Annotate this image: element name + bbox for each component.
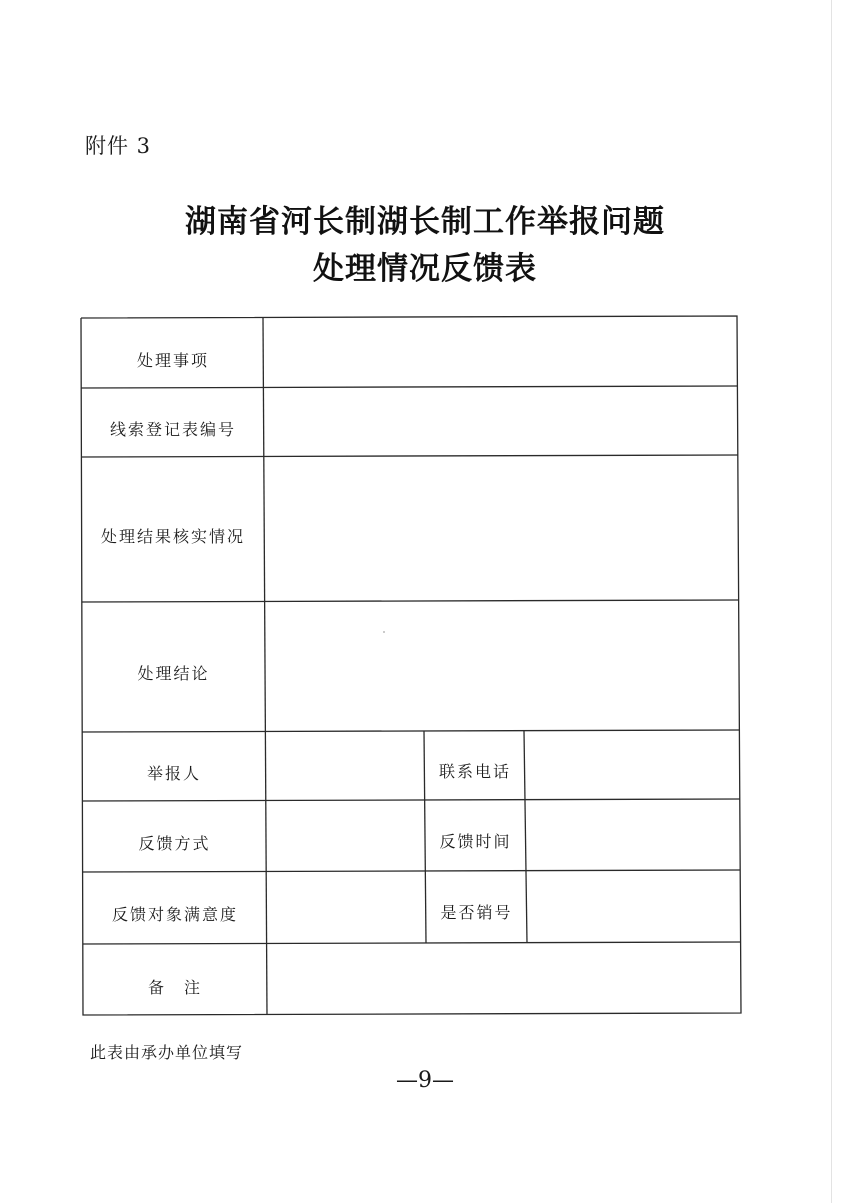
row-line [82,799,740,801]
attachment-label: 附件 3 [85,134,152,158]
row-line [81,386,737,388]
label-feedback-time: 反馈时间 [439,832,512,851]
label-clue-register-number: 线索登记表编号 [109,420,236,439]
form-title-line-2: 处理情况反馈表 [313,251,537,287]
row-line [83,942,741,944]
page-number: —9— [396,1068,454,1093]
row-line [82,730,739,732]
label-remarks: 备 注 [147,978,202,997]
footer-note: 此表由承办单位填写 [90,1043,244,1062]
form-title-line-1: 湖南省河长制湖长制工作举报问题 [185,204,665,240]
row-line [82,600,738,602]
label-verification-result: 处理结果核实情况 [100,527,245,546]
label-conclusion: 处理结论 [137,664,210,683]
label-reporter: 举报人 [146,764,201,783]
label-contact-phone: 联系电话 [438,762,511,781]
label-account-cancelled: 是否销号 [440,903,513,922]
label-handling-item: 处理事项 [136,351,209,370]
row-line [82,870,740,872]
scan-speck [383,631,385,633]
row-line [81,455,738,457]
label-satisfaction: 反馈对象满意度 [111,905,238,924]
label-feedback-method: 反馈方式 [138,834,211,853]
